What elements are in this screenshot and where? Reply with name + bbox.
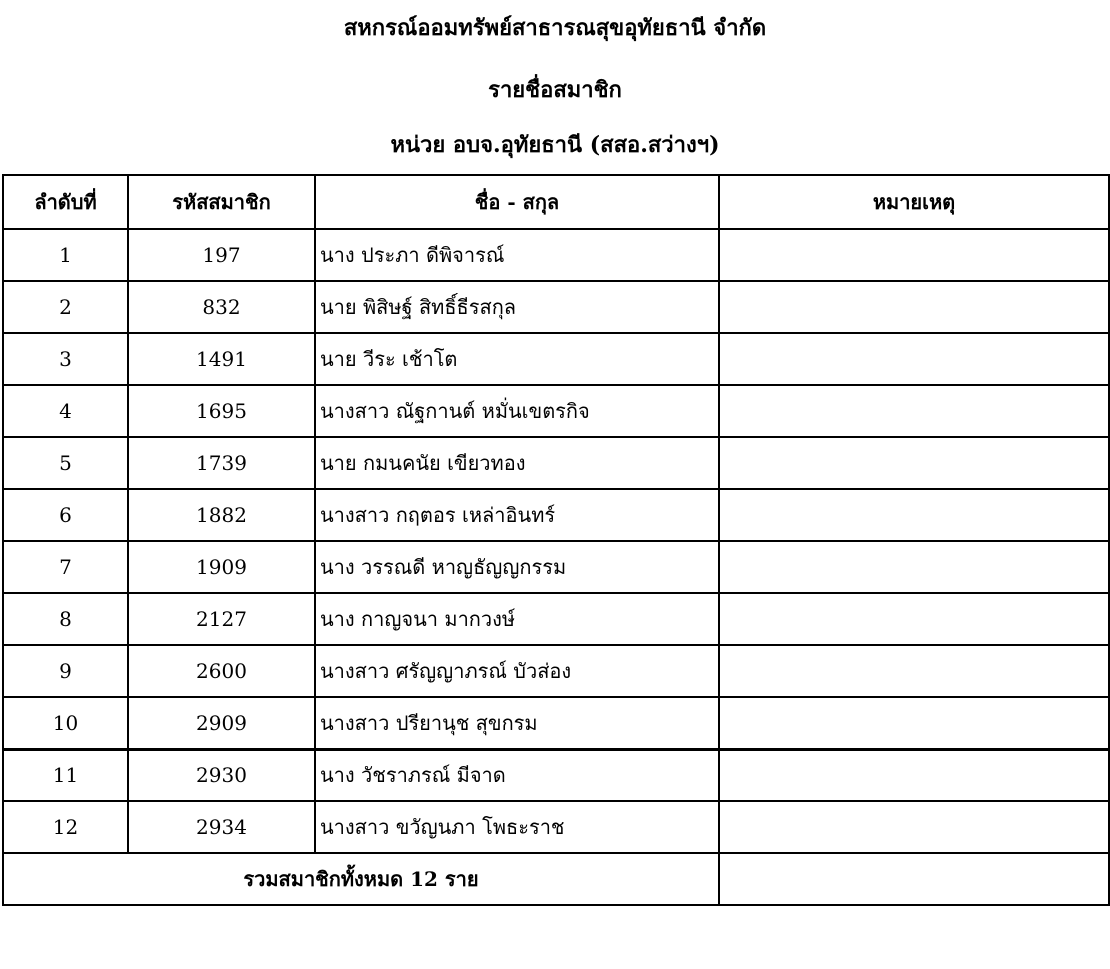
row-name: นางสาว กฤตอร เหล่าอินทร์	[315, 489, 719, 541]
row-note	[719, 749, 1109, 801]
row-member-id: 2909	[128, 697, 315, 749]
row-no: 3	[3, 333, 128, 385]
row-note	[719, 385, 1109, 437]
table-row	[3, 333, 1109, 385]
row-name: นาง วรรณดี หาญธัญญกรรม	[315, 541, 719, 593]
row-no: 9	[3, 645, 128, 697]
row-note	[719, 541, 1109, 593]
row-member-id: 1882	[128, 489, 315, 541]
row-no: 5	[3, 437, 128, 489]
row-no: 6	[3, 489, 128, 541]
row-name: นางสาว ณัฐกานต์ หมั่นเขตรกิจ	[315, 385, 719, 437]
row-no: 7	[3, 541, 128, 593]
row-member-id: 2930	[128, 749, 315, 801]
row-note	[719, 645, 1109, 697]
table-row	[3, 229, 1109, 281]
row-member-id: 1491	[128, 333, 315, 385]
table-row	[3, 801, 1109, 853]
row-member-id: 2600	[128, 645, 315, 697]
table-row	[3, 489, 1109, 541]
row-note	[719, 229, 1109, 281]
table-row	[3, 749, 1109, 801]
row-no: 1	[3, 229, 128, 281]
row-note	[719, 437, 1109, 489]
row-no: 10	[3, 697, 128, 749]
row-note	[719, 801, 1109, 853]
row-name: นางสาว ปรียานุช สุขกรม	[315, 697, 719, 749]
row-name: นาง กาญจนา มากวงษ์	[315, 593, 719, 645]
row-name: นาย วีระ เช้าโต	[315, 333, 719, 385]
table-row	[3, 541, 1109, 593]
row-member-id: 2934	[128, 801, 315, 853]
table-row	[3, 281, 1109, 333]
total-row	[3, 853, 1109, 905]
row-note	[719, 489, 1109, 541]
row-name: นาง ประภา ดีพิจารณ์	[315, 229, 719, 281]
row-member-id: 1695	[128, 385, 315, 437]
row-no: 2	[3, 281, 128, 333]
row-no: 8	[3, 593, 128, 645]
row-name: นาง วัชราภรณ์ มีจาด	[315, 749, 719, 801]
row-note	[719, 281, 1109, 333]
list-title: รายชื่อสมาชิก	[488, 77, 622, 103]
members-table	[2, 174, 1110, 906]
total-label: รวมสมาชิกทั้งหมด 12 ราย	[3, 853, 719, 905]
header-member-id: รหัสสมาชิก	[128, 175, 315, 229]
row-name: นางสาว ขวัญนภา โพธะราช	[315, 801, 719, 853]
row-name: นางสาว ศรัญญาภรณ์ บัวส่อง	[315, 645, 719, 697]
org-title: สหกรณ์ออมทรัพย์สาธารณสุขอุทัยธานี จำกัด	[343, 15, 767, 41]
header-note: หมายเหตุ	[719, 175, 1109, 229]
unit-title: หน่วย อบจ.อุทัยธานี (สสอ.สว่างฯ)	[390, 132, 720, 158]
row-no: 11	[3, 749, 128, 801]
row-member-id: 1739	[128, 437, 315, 489]
header-no: ลำดับที่	[3, 175, 128, 229]
table-row	[3, 437, 1109, 489]
row-name: นาย กมนคนัย เขียวทอง	[315, 437, 719, 489]
row-member-id: 832	[128, 281, 315, 333]
header-name: ชื่อ - สกุล	[315, 175, 719, 229]
table-row	[3, 593, 1109, 645]
table-row	[3, 385, 1109, 437]
row-member-id: 197	[128, 229, 315, 281]
row-no: 4	[3, 385, 128, 437]
row-member-id: 2127	[128, 593, 315, 645]
row-name: นาย พิสิษฐ์ สิทธิ์ธีรสกุล	[315, 281, 719, 333]
table-body	[3, 229, 1109, 853]
table-row	[3, 645, 1109, 697]
table-row	[3, 697, 1109, 749]
table-header-row	[3, 175, 1109, 229]
row-member-id: 1909	[128, 541, 315, 593]
row-no: 12	[3, 801, 128, 853]
row-note	[719, 593, 1109, 645]
row-note	[719, 697, 1109, 749]
total-note-cell	[719, 853, 1109, 905]
row-note	[719, 333, 1109, 385]
